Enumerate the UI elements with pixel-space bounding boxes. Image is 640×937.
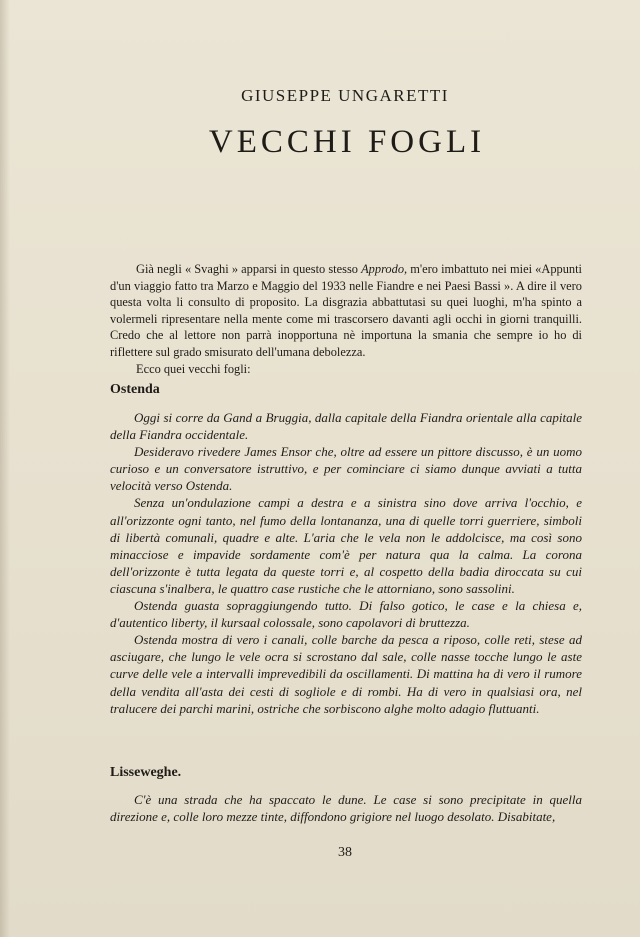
intro-text [110,261,582,377]
paragraph: Ostenda mostra di vero i canali, colle barche da pesca a riposo, colle reti, stese ad asciugare, che lungo le vele ocra si scrostano dal sale, colle nasse tocche lungo le aste curve delle vele a intervalli imprevedibili da oscillamenti. Di mattina ha di vero il rumore della vendita all'asta dei cesti di sogliole e di rombi. Ha di vero in qualsiasi ora, nel tralucere dei parchi marini, ostriche che sorbiscono alghe molto adagio fluttuanti. [110,632,582,716]
page-number: 38 [338,845,352,860]
paragraph: Desideravo rivedere James Ensor che, oltre ad essere un pittore discusso, è un uomo curioso e un conversatore istruttivo, e per cominciare ci siamo dunque avviati a tutta velocità verso Ostenda. [110,444,582,494]
paragraph: Senza un'ondulazione campi a destra e a sinistra sino dove arriva l'occhio, e all'orizzonte ogni tanto, nel fumo della lontananza, una di quelle torri guerriere, simboli di libertà comunali, quadre e alte. L'aria che le vela non le addolcisce, ma così sono minacciose e impavide sordamente com'è per natura qua la calma. La corona dell'orizzonte è tutta legata da queste torri e, al cospetto della badia diroccata su cui ciascuna s'inalbera, le quattro case rustiche che le attorniano, sono sassolini. [110,495,582,596]
section-body-lisseweghe [110,791,582,825]
intro-paragraph: Ecco quei vecchi fogli: [136,361,251,376]
section-heading-ostenda: Ostenda [110,382,160,397]
paragraph: C'è una strada che ha spaccato le dune. Le case si sono precipitate in quella direzione e, colle loro mezze tinte, diffondono grigiore nel luogo desolato. Disabitate, [110,792,582,825]
article-title: VECCHI FOGLI [208,124,486,160]
intro-text-part: Già negli « Svaghi » apparsi in questo stesso [136,262,362,276]
section-body-ostenda [110,409,582,717]
author-name: GIUSEPPE UNGARETTI [241,86,449,105]
intro-paragraph [110,261,582,361]
paragraph: Ostenda guasta sopraggiungendo tutto. Di falso gotico, le case e la chiesa e, d'autentico liberty, il kursaal colossale, sono capolavori di bruttezza. [110,598,582,631]
intro-journal-name: Approdo, [361,262,408,276]
section-heading-lisseweghe: Lisseweghe. [110,765,182,780]
paragraph: Oggi si corre da Gand a Bruggia, dalla capitale della Fiandra orientale alla capitale della Fiandra occidentale. [110,410,582,443]
intro-text-part: m'ero imbattuto nei miei «Appunti d'un viaggio fatto tra Marzo e Maggio del 1933 nelle Fiandre e nei Paesi Bassi ». A dire il vero questa volta li consulto di proposito. La disgrazia abbattutasi su quei luoghi, m'ha spinto a volermeli ripresentare nella mente come mi trascorsero davanti agli occhi in giorni tranquilli. Credo che al lettore non parrà inopportuna nè importuna la smania che sempre io ho di riflettere sul grado smisurato dell'umana debolezza. [110,262,582,359]
